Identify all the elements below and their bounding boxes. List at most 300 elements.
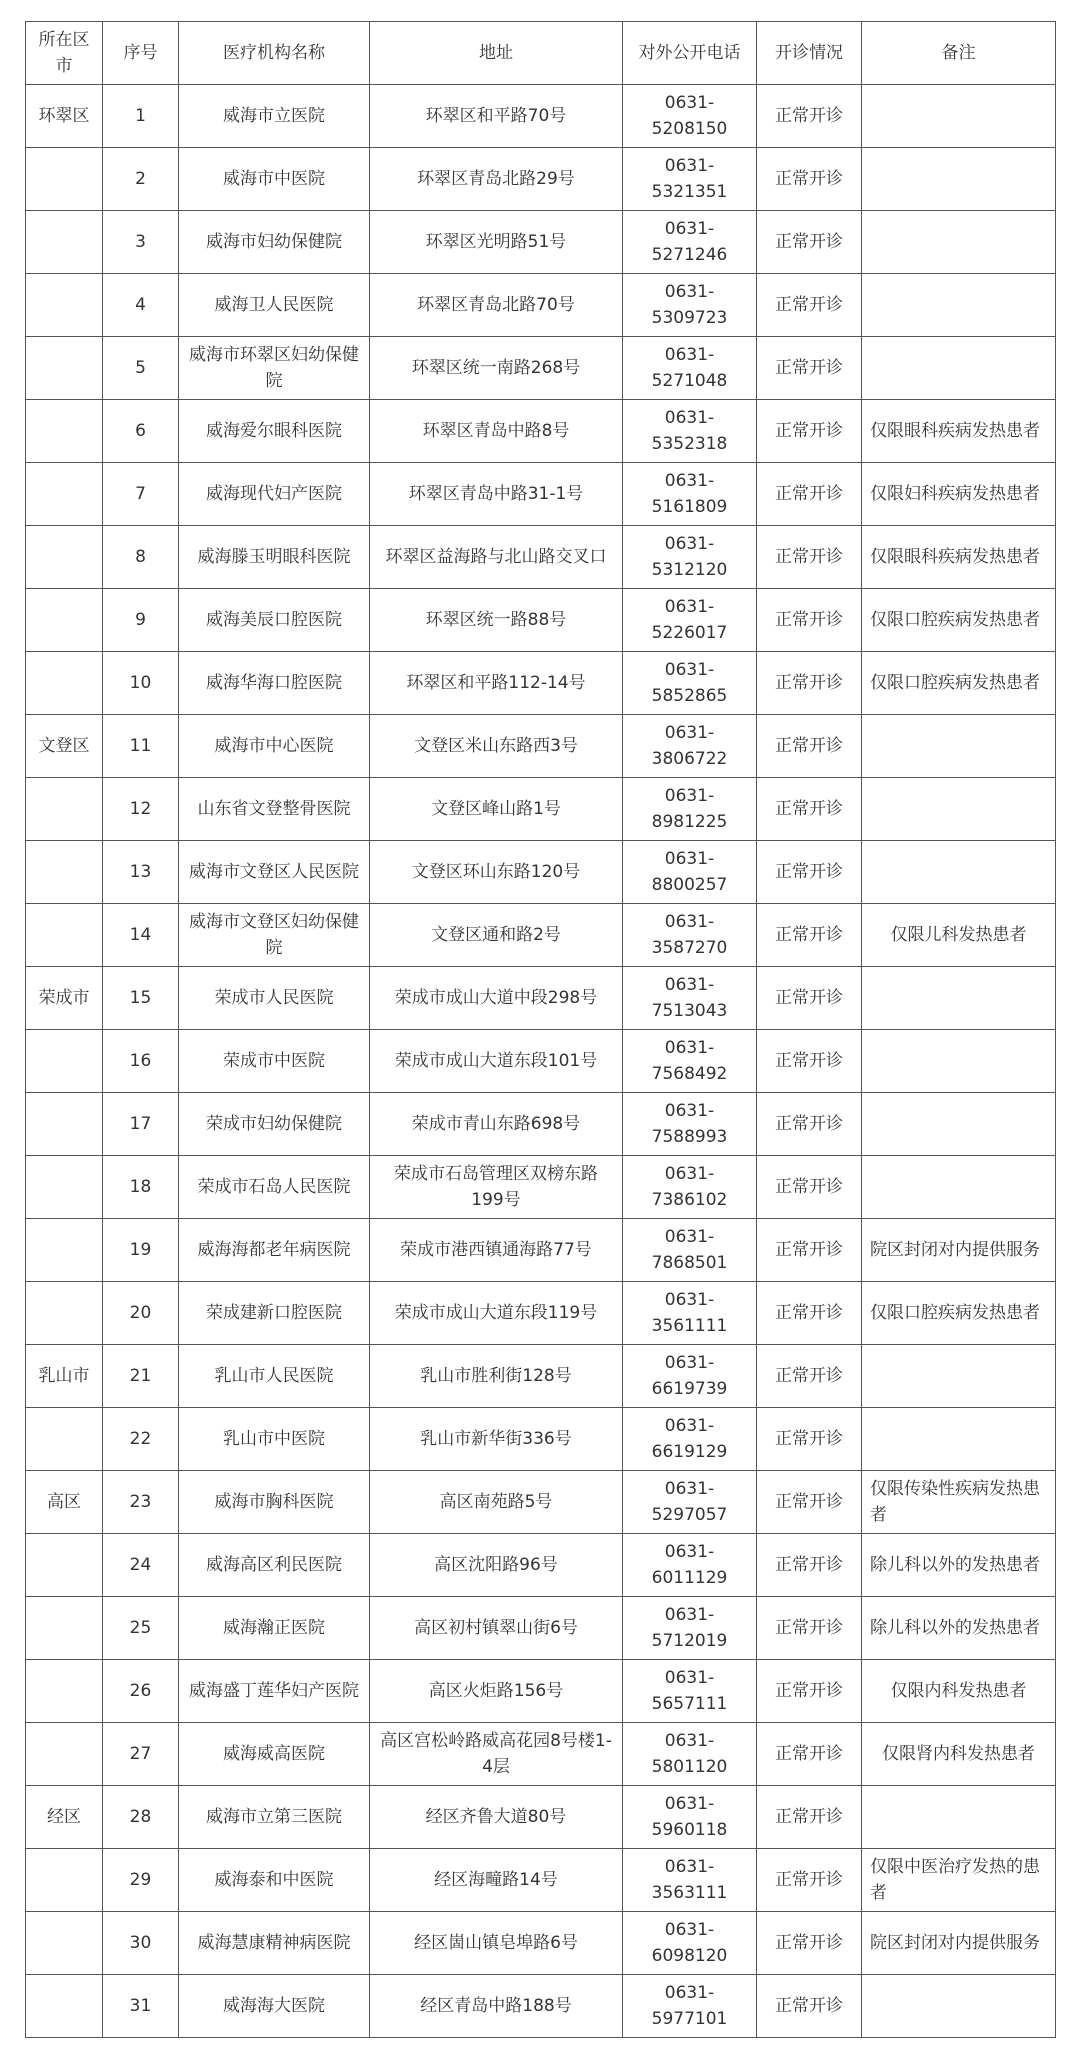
- phone-number: 5161809: [651, 497, 728, 517]
- phone-area-code: 0631-: [664, 849, 715, 869]
- phone-area-code: 0631-: [664, 1227, 715, 1247]
- cell-note: [862, 1975, 1056, 2038]
- cell-phone: [623, 274, 757, 337]
- cell-district: [26, 211, 103, 274]
- cell-status: 正常开诊: [757, 904, 862, 967]
- phone-number: 6011129: [651, 1568, 728, 1588]
- phone-area-code: 0631-: [664, 1479, 715, 1499]
- cell-note: 仅限儿科发热患者: [862, 904, 1056, 967]
- cell-address: 环翠区和平路70号: [370, 85, 623, 148]
- cell-address: 文登区通和路2号: [370, 904, 623, 967]
- table-row: [26, 904, 1056, 967]
- hospital-table: [25, 21, 1056, 2038]
- phone-area-code: 0631-: [664, 1668, 715, 1688]
- cell-note: [862, 1786, 1056, 1849]
- phone-number: 8800257: [651, 875, 728, 895]
- cell-note: 仅限眼科疾病发热患者: [862, 400, 1056, 463]
- cell-address: 环翠区和平路112-14号: [370, 652, 623, 715]
- cell-institution-name: 荣成市中医院: [179, 1030, 370, 1093]
- cell-note: [862, 148, 1056, 211]
- cell-status: 正常开诊: [757, 400, 862, 463]
- cell-address: 荣成市成山大道东段101号: [370, 1030, 623, 1093]
- phone-number: 5712019: [651, 1631, 728, 1651]
- cell-status: 正常开诊: [757, 1975, 862, 2038]
- phone-area-code: 0631-: [664, 471, 715, 491]
- cell-note: [862, 715, 1056, 778]
- cell-phone: [623, 400, 757, 463]
- cell-address: 环翠区益海路与北山路交叉口: [370, 526, 623, 589]
- table-row: [26, 1345, 1056, 1408]
- cell-status: 正常开诊: [757, 1849, 862, 1912]
- cell-phone: [623, 1282, 757, 1345]
- table-row: [26, 715, 1056, 778]
- cell-status: 正常开诊: [757, 652, 862, 715]
- cell-phone: [623, 1723, 757, 1786]
- cell-status: 正常开诊: [757, 1597, 862, 1660]
- phone-number: 3561111: [651, 1316, 728, 1336]
- cell-number: 16: [103, 1030, 179, 1093]
- phone-number: 5352318: [651, 434, 728, 454]
- cell-note: 仅限口腔疾病发热患者: [862, 589, 1056, 652]
- phone-area-code: 0631-: [664, 1983, 715, 2003]
- cell-district: [26, 1156, 103, 1219]
- cell-phone: [623, 967, 757, 1030]
- cell-note: [862, 967, 1056, 1030]
- cell-note: [862, 1093, 1056, 1156]
- cell-status: 正常开诊: [757, 1093, 862, 1156]
- cell-number: 7: [103, 463, 179, 526]
- cell-institution-name: 威海市中心医院: [179, 715, 370, 778]
- cell-number: 11: [103, 715, 179, 778]
- cell-address: 经区海疃路14号: [370, 1849, 623, 1912]
- cell-status: 正常开诊: [757, 1786, 862, 1849]
- table-row: [26, 274, 1056, 337]
- cell-institution-name: 荣成建新口腔医院: [179, 1282, 370, 1345]
- cell-address: 文登区米山东路西3号: [370, 715, 623, 778]
- table-row: [26, 1219, 1056, 1282]
- cell-institution-name: 威海爱尔眼科医院: [179, 400, 370, 463]
- cell-address: 环翠区青岛中路31-1号: [370, 463, 623, 526]
- cell-district: [26, 1093, 103, 1156]
- cell-status: 正常开诊: [757, 1219, 862, 1282]
- cell-institution-name: 威海海大医院: [179, 1975, 370, 2038]
- phone-number: 6098120: [651, 1946, 728, 1966]
- cell-institution-name: 威海瀚正医院: [179, 1597, 370, 1660]
- table-row: [26, 85, 1056, 148]
- cell-address: 荣成市石岛管理区双榜东路199号: [370, 1156, 623, 1219]
- cell-phone: [623, 589, 757, 652]
- phone-area-code: 0631-: [664, 1038, 715, 1058]
- cell-number: 4: [103, 274, 179, 337]
- cell-status: 正常开诊: [757, 778, 862, 841]
- cell-status: 正常开诊: [757, 85, 862, 148]
- cell-phone: [623, 1912, 757, 1975]
- table-row: [26, 1534, 1056, 1597]
- cell-number: 14: [103, 904, 179, 967]
- cell-note: [862, 211, 1056, 274]
- cell-number: 13: [103, 841, 179, 904]
- cell-note: 仅限中医治疗发热的患者: [862, 1849, 1056, 1912]
- cell-phone: [623, 211, 757, 274]
- cell-phone: [623, 1156, 757, 1219]
- table-row: [26, 1975, 1056, 2038]
- cell-district: 经区: [26, 1786, 103, 1849]
- table-row: [26, 337, 1056, 400]
- cell-note: [862, 85, 1056, 148]
- cell-note: 仅限内科发热患者: [862, 1660, 1056, 1723]
- cell-note: 仅限传染性疾病发热患者: [862, 1471, 1056, 1534]
- cell-number: 1: [103, 85, 179, 148]
- phone-number: 5801120: [651, 1757, 728, 1777]
- cell-institution-name: 威海卫人民医院: [179, 274, 370, 337]
- table-row: [26, 841, 1056, 904]
- cell-district: [26, 1723, 103, 1786]
- table-header-row: [26, 22, 1056, 85]
- cell-number: 10: [103, 652, 179, 715]
- cell-status: 正常开诊: [757, 211, 862, 274]
- cell-phone: [623, 1093, 757, 1156]
- cell-status: 正常开诊: [757, 463, 862, 526]
- phone-area-code: 0631-: [664, 156, 715, 176]
- cell-institution-name: 威海市胸科医院: [179, 1471, 370, 1534]
- phone-area-code: 0631-: [664, 786, 715, 806]
- phone-area-code: 0631-: [664, 534, 715, 554]
- cell-note: 仅限口腔疾病发热患者: [862, 1282, 1056, 1345]
- cell-institution-name: 威海市中医院: [179, 148, 370, 211]
- phone-area-code: 0631-: [664, 282, 715, 302]
- cell-number: 22: [103, 1408, 179, 1471]
- table-row: [26, 652, 1056, 715]
- table-row: [26, 526, 1056, 589]
- cell-number: 31: [103, 1975, 179, 2038]
- cell-note: [862, 337, 1056, 400]
- cell-institution-name: 荣成市人民医院: [179, 967, 370, 1030]
- phone-area-code: 0631-: [664, 597, 715, 617]
- cell-number: 29: [103, 1849, 179, 1912]
- cell-phone: [623, 1408, 757, 1471]
- table-row: [26, 1786, 1056, 1849]
- cell-phone: [623, 463, 757, 526]
- cell-status: 正常开诊: [757, 1471, 862, 1534]
- cell-address: 经区齐鲁大道80号: [370, 1786, 623, 1849]
- table-row: [26, 1408, 1056, 1471]
- phone-area-code: 0631-: [664, 723, 715, 743]
- table-row: [26, 1723, 1056, 1786]
- cell-status: 正常开诊: [757, 1408, 862, 1471]
- header-status: 开诊情况: [757, 22, 862, 85]
- cell-district: [26, 1849, 103, 1912]
- phone-area-code: 0631-: [664, 1542, 715, 1562]
- table-body: [26, 85, 1056, 2038]
- cell-status: 正常开诊: [757, 148, 862, 211]
- cell-district: [26, 1975, 103, 2038]
- cell-institution-name: 威海泰和中医院: [179, 1849, 370, 1912]
- table-row: [26, 778, 1056, 841]
- cell-number: 15: [103, 967, 179, 1030]
- phone-number: 5271048: [651, 371, 728, 391]
- table-row: [26, 1030, 1056, 1093]
- cell-district: [26, 337, 103, 400]
- table-row: [26, 211, 1056, 274]
- cell-status: 正常开诊: [757, 841, 862, 904]
- cell-number: 3: [103, 211, 179, 274]
- cell-district: [26, 1912, 103, 1975]
- phone-number: 7386102: [651, 1190, 728, 1210]
- cell-address: 文登区峰山路1号: [370, 778, 623, 841]
- phone-area-code: 0631-: [664, 345, 715, 365]
- cell-status: 正常开诊: [757, 1912, 862, 1975]
- cell-district: [26, 652, 103, 715]
- cell-number: 19: [103, 1219, 179, 1282]
- cell-phone: [623, 1975, 757, 2038]
- cell-phone: [623, 148, 757, 211]
- cell-note: 院区封闭对内提供服务: [862, 1912, 1056, 1975]
- cell-phone: [623, 715, 757, 778]
- table-row: [26, 148, 1056, 211]
- cell-district: [26, 841, 103, 904]
- cell-address: 环翠区统一南路268号: [370, 337, 623, 400]
- cell-phone: [623, 1030, 757, 1093]
- cell-district: [26, 778, 103, 841]
- cell-institution-name: 威海市文登区人民医院: [179, 841, 370, 904]
- cell-note: [862, 1156, 1056, 1219]
- cell-status: 正常开诊: [757, 1156, 862, 1219]
- phone-area-code: 0631-: [664, 1416, 715, 1436]
- cell-address: 荣成市成山大道中段298号: [370, 967, 623, 1030]
- phone-number: 7868501: [651, 1253, 728, 1273]
- phone-number: 5297057: [651, 1505, 728, 1525]
- cell-institution-name: 荣成市妇幼保健院: [179, 1093, 370, 1156]
- cell-district: 环翠区: [26, 85, 103, 148]
- cell-number: 28: [103, 1786, 179, 1849]
- phone-area-code: 0631-: [664, 912, 715, 932]
- cell-address: 荣成市港西镇通海路77号: [370, 1219, 623, 1282]
- phone-number: 5852865: [651, 686, 728, 706]
- table-row: [26, 1597, 1056, 1660]
- cell-number: 27: [103, 1723, 179, 1786]
- cell-phone: [623, 1219, 757, 1282]
- cell-note: 除儿科以外的发热患者: [862, 1534, 1056, 1597]
- cell-institution-name: 威海威高医院: [179, 1723, 370, 1786]
- cell-phone: [623, 652, 757, 715]
- cell-district: [26, 148, 103, 211]
- cell-note: [862, 274, 1056, 337]
- cell-address: 高区南苑路5号: [370, 1471, 623, 1534]
- cell-district: [26, 1282, 103, 1345]
- cell-status: 正常开诊: [757, 1534, 862, 1597]
- cell-district: [26, 463, 103, 526]
- cell-address: 乳山市新华街336号: [370, 1408, 623, 1471]
- cell-district: [26, 1597, 103, 1660]
- cell-address: 高区宫松岭路威高花园8号楼1-4层: [370, 1723, 623, 1786]
- cell-district: 荣成市: [26, 967, 103, 1030]
- cell-number: 5: [103, 337, 179, 400]
- table-row: [26, 967, 1056, 1030]
- cell-number: 6: [103, 400, 179, 463]
- cell-phone: [623, 337, 757, 400]
- cell-note: 院区封闭对内提供服务: [862, 1219, 1056, 1282]
- cell-number: 2: [103, 148, 179, 211]
- cell-address: 荣成市成山大道东段119号: [370, 1282, 623, 1345]
- cell-phone: [623, 1471, 757, 1534]
- phone-number: 7513043: [651, 1001, 728, 1021]
- cell-phone: [623, 1849, 757, 1912]
- cell-number: 12: [103, 778, 179, 841]
- cell-status: 正常开诊: [757, 274, 862, 337]
- cell-address: 乳山市胜利街128号: [370, 1345, 623, 1408]
- cell-district: [26, 274, 103, 337]
- cell-address: 经区崮山镇皂埠路6号: [370, 1912, 623, 1975]
- cell-number: 30: [103, 1912, 179, 1975]
- phone-number: 7588993: [651, 1127, 728, 1147]
- cell-institution-name: 威海市立医院: [179, 85, 370, 148]
- phone-number: 3806722: [651, 749, 728, 769]
- phone-number: 8981225: [651, 812, 728, 832]
- cell-note: 仅限肾内科发热患者: [862, 1723, 1056, 1786]
- header-district: 所在区市: [26, 22, 103, 85]
- phone-area-code: 0631-: [664, 1794, 715, 1814]
- phone-number: 5312120: [651, 560, 728, 580]
- cell-number: 21: [103, 1345, 179, 1408]
- phone-area-code: 0631-: [664, 1731, 715, 1751]
- table-row: [26, 1849, 1056, 1912]
- cell-status: 正常开诊: [757, 715, 862, 778]
- phone-area-code: 0631-: [664, 1920, 715, 1940]
- cell-note: [862, 1030, 1056, 1093]
- cell-district: [26, 1660, 103, 1723]
- cell-number: 24: [103, 1534, 179, 1597]
- phone-number: 5657111: [651, 1694, 728, 1714]
- table-row: [26, 1471, 1056, 1534]
- cell-district: [26, 1408, 103, 1471]
- cell-status: 正常开诊: [757, 1723, 862, 1786]
- cell-number: 25: [103, 1597, 179, 1660]
- cell-institution-name: 乳山市人民医院: [179, 1345, 370, 1408]
- phone-area-code: 0631-: [664, 1101, 715, 1121]
- cell-address: 高区沈阳路96号: [370, 1534, 623, 1597]
- cell-number: 26: [103, 1660, 179, 1723]
- cell-address: 环翠区统一路88号: [370, 589, 623, 652]
- cell-address: 经区青岛中路188号: [370, 1975, 623, 2038]
- cell-status: 正常开诊: [757, 1345, 862, 1408]
- phone-number: 3563111: [651, 1883, 728, 1903]
- phone-number: 7568492: [651, 1064, 728, 1084]
- cell-status: 正常开诊: [757, 1282, 862, 1345]
- phone-area-code: 0631-: [664, 93, 715, 113]
- phone-number: 5271246: [651, 245, 728, 265]
- cell-note: 仅限口腔疾病发热患者: [862, 652, 1056, 715]
- table-row: [26, 463, 1056, 526]
- cell-number: 17: [103, 1093, 179, 1156]
- cell-institution-name: 威海市妇幼保健院: [179, 211, 370, 274]
- cell-number: 9: [103, 589, 179, 652]
- cell-institution-name: 威海华海口腔医院: [179, 652, 370, 715]
- phone-number: 5977101: [651, 2009, 728, 2029]
- cell-institution-name: 威海海都老年病医院: [179, 1219, 370, 1282]
- cell-number: 18: [103, 1156, 179, 1219]
- cell-district: 乳山市: [26, 1345, 103, 1408]
- phone-number: 6619739: [651, 1379, 728, 1399]
- cell-status: 正常开诊: [757, 967, 862, 1030]
- cell-institution-name: 威海高区利民医院: [179, 1534, 370, 1597]
- cell-institution-name: 乳山市中医院: [179, 1408, 370, 1471]
- header-institution-name: 医疗机构名称: [179, 22, 370, 85]
- cell-address: 荣成市青山东路698号: [370, 1093, 623, 1156]
- phone-number: 5309723: [651, 308, 728, 328]
- cell-note: [862, 1408, 1056, 1471]
- table-row: [26, 1093, 1056, 1156]
- cell-institution-name: 威海慧康精神病医院: [179, 1912, 370, 1975]
- cell-phone: [623, 904, 757, 967]
- cell-phone: [623, 778, 757, 841]
- cell-status: 正常开诊: [757, 1660, 862, 1723]
- cell-district: [26, 904, 103, 967]
- cell-address: 高区初村镇翠山街6号: [370, 1597, 623, 1660]
- phone-area-code: 0631-: [664, 1164, 715, 1184]
- phone-number: 5960118: [651, 1820, 728, 1840]
- cell-institution-name: 威海市立第三医院: [179, 1786, 370, 1849]
- cell-phone: [623, 1786, 757, 1849]
- cell-institution-name: 威海市文登区妇幼保健院: [179, 904, 370, 967]
- cell-district: [26, 1534, 103, 1597]
- cell-institution-name: 威海盛丁莲华妇产医院: [179, 1660, 370, 1723]
- cell-institution-name: 威海滕玉明眼科医院: [179, 526, 370, 589]
- cell-district: [26, 589, 103, 652]
- cell-institution-name: 威海现代妇产医院: [179, 463, 370, 526]
- cell-institution-name: 威海市环翠区妇幼保健院: [179, 337, 370, 400]
- cell-phone: [623, 85, 757, 148]
- phone-number: 6619129: [651, 1442, 728, 1462]
- cell-address: 环翠区青岛北路29号: [370, 148, 623, 211]
- phone-number: 5208150: [651, 119, 728, 139]
- table-row: [26, 589, 1056, 652]
- cell-number: 8: [103, 526, 179, 589]
- table-row: [26, 1660, 1056, 1723]
- phone-number: 5226017: [651, 623, 728, 643]
- header-phone: 对外公开电话: [623, 22, 757, 85]
- cell-phone: [623, 1345, 757, 1408]
- cell-phone: [623, 1597, 757, 1660]
- cell-note: 除儿科以外的发热患者: [862, 1597, 1056, 1660]
- cell-status: 正常开诊: [757, 526, 862, 589]
- cell-address: 环翠区青岛北路70号: [370, 274, 623, 337]
- cell-status: 正常开诊: [757, 1030, 862, 1093]
- phone-area-code: 0631-: [664, 1605, 715, 1625]
- cell-district: [26, 1219, 103, 1282]
- table-row: [26, 1156, 1056, 1219]
- cell-phone: [623, 841, 757, 904]
- cell-district: [26, 400, 103, 463]
- header-address: 地址: [370, 22, 623, 85]
- cell-note: 仅限眼科疾病发热患者: [862, 526, 1056, 589]
- cell-note: [862, 778, 1056, 841]
- phone-area-code: 0631-: [664, 1857, 715, 1877]
- phone-area-code: 0631-: [664, 408, 715, 428]
- cell-note: [862, 841, 1056, 904]
- cell-district: [26, 526, 103, 589]
- table-row: [26, 400, 1056, 463]
- phone-area-code: 0631-: [664, 219, 715, 239]
- cell-district: 高区: [26, 1471, 103, 1534]
- cell-number: 20: [103, 1282, 179, 1345]
- table-row: [26, 1912, 1056, 1975]
- table-row: [26, 1282, 1056, 1345]
- phone-area-code: 0631-: [664, 660, 715, 680]
- cell-address: 高区火炬路156号: [370, 1660, 623, 1723]
- cell-institution-name: 威海美辰口腔医院: [179, 589, 370, 652]
- phone-number: 5321351: [651, 182, 728, 202]
- phone-area-code: 0631-: [664, 1353, 715, 1373]
